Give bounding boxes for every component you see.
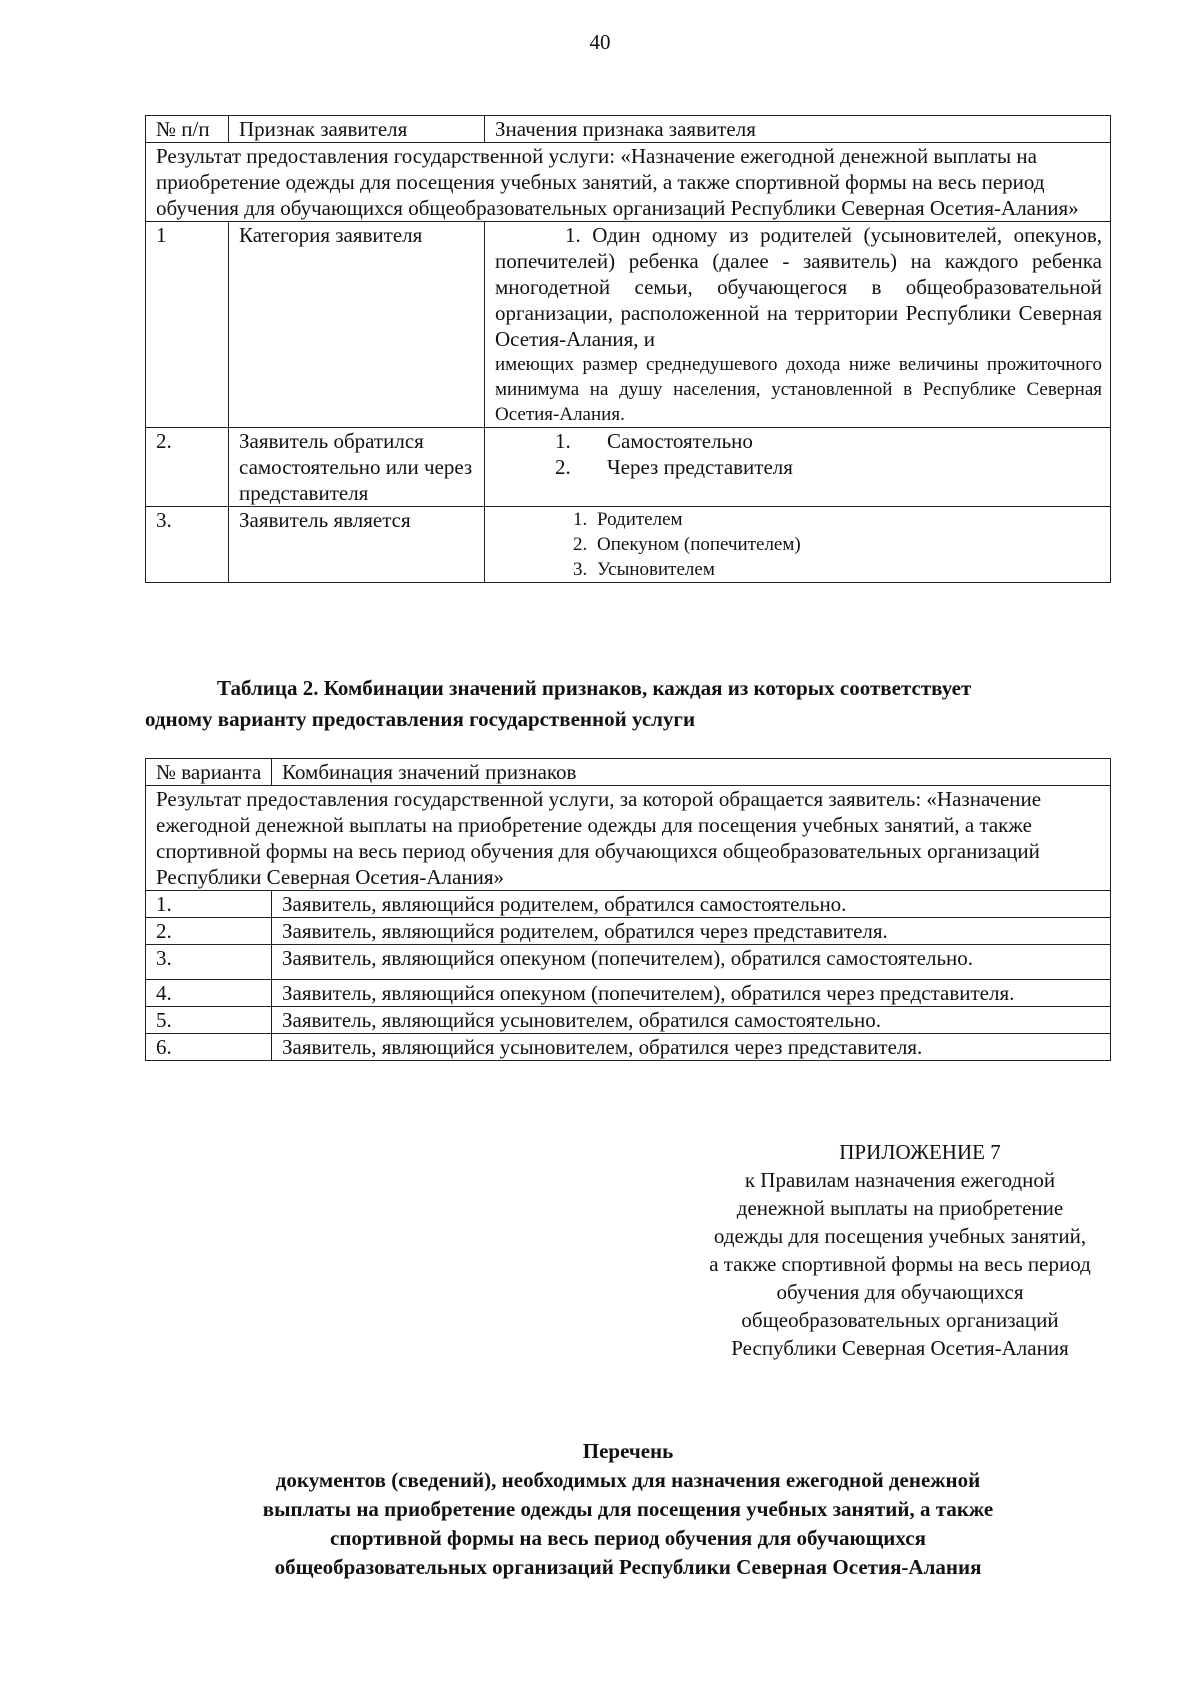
row-text: Заявитель, являющийся опекуном (попечителем), обратился самостоятельно. bbox=[272, 945, 1111, 980]
header-combination: Комбинация значений признаков bbox=[272, 759, 1111, 786]
list-item bbox=[495, 507, 1102, 532]
row-values bbox=[485, 222, 1111, 428]
appendix-line: общеобразовательных организаций bbox=[741, 1308, 1059, 1332]
list-item bbox=[495, 557, 1102, 582]
header-num: № варианта bbox=[146, 759, 272, 786]
row-num: 4. bbox=[146, 980, 272, 1007]
row-num: 1. bbox=[146, 891, 272, 918]
row-num: 2. bbox=[146, 918, 272, 945]
list-item-num: 1. bbox=[555, 429, 571, 453]
appendix-line: к Правилам назначения ежегодной bbox=[744, 1168, 1056, 1192]
result-row bbox=[146, 143, 1111, 222]
list-item-text: Усыновителем bbox=[597, 559, 715, 580]
row-num: 1 bbox=[146, 222, 229, 428]
row-feature: Заявитель является bbox=[229, 507, 485, 583]
row-values bbox=[485, 428, 1111, 507]
values-small-text: имеющих размер среднедушевого дохода ниже величины прожиточного минимума на душу населения, установленной в Республике Северная Осетия-Алания. bbox=[495, 354, 1102, 425]
appendix-line: денежной выплаты на приобретение bbox=[736, 1196, 1064, 1220]
table-row bbox=[146, 1007, 1111, 1034]
row-text: Заявитель, являющийся родителем, обратился самостоятельно. bbox=[272, 891, 1111, 918]
list-item-num: 3. bbox=[573, 559, 588, 580]
row-feature: Заявитель обратился самостоятельно или через представителя bbox=[229, 428, 485, 507]
table-header-row bbox=[146, 116, 1111, 143]
list-item-num: 1. bbox=[573, 509, 588, 530]
table-row bbox=[146, 507, 1111, 583]
row-num: 6. bbox=[146, 1034, 272, 1061]
values-main-text: 1. Один одному из родителей (усыновителей, опекунов, попечителей) ребенка (далее - заявитель) на каждого ребенка многодетной семьи, обучающегося в общеобразовательной организации, расположенной на территории Республики Северная Осетия-Алания, и bbox=[495, 223, 1102, 351]
row-values bbox=[485, 507, 1111, 583]
appendix-title: ПРИЛОЖЕНИЕ 7 bbox=[839, 1140, 1001, 1164]
list-item bbox=[495, 532, 1102, 557]
appendix-line: а также спортивной формы на весь период bbox=[709, 1252, 1091, 1276]
row-text: Заявитель, являющийся усыновителем, обратился через представителя. bbox=[272, 1034, 1111, 1061]
row-num: 2. bbox=[146, 428, 229, 507]
header-feature: Признак заявителя bbox=[229, 116, 485, 143]
list-title-line: спортивной формы на весь период обучения для обучающихся bbox=[330, 1526, 926, 1550]
list-item bbox=[495, 428, 1102, 454]
table-row bbox=[146, 1034, 1111, 1061]
list-item-text: Родителем bbox=[597, 509, 683, 530]
table2-caption bbox=[145, 673, 1111, 735]
table-header-row bbox=[146, 759, 1111, 786]
appendix-line: Республики Северная Осетия-Алания bbox=[731, 1336, 1069, 1360]
result-text: Результат предоставления государственной услуги: «Назначение ежегодной денежной выплаты на приобретение одежды для посещения учебных занятий, а также спортивной формы на весь период обучения для обучающихся общеобразовательных организаций Республики Северная Осетия-Алания» bbox=[146, 143, 1111, 222]
list-item-text: Опекуном (попечителем) bbox=[597, 534, 801, 555]
applicant-features-table bbox=[145, 115, 1111, 583]
list-item-text: Самостоятельно bbox=[607, 429, 753, 453]
list-item-num: 2. bbox=[555, 455, 571, 479]
variant-combinations-table bbox=[145, 758, 1111, 1061]
list-item-text: Через представителя bbox=[607, 455, 793, 479]
caption-line: одному варианту предоставления государственной услуги bbox=[145, 707, 696, 731]
result-row bbox=[146, 786, 1111, 891]
row-feature: Категория заявителя bbox=[229, 222, 485, 428]
row-text: Заявитель, являющийся опекуном (попечителем), обратился через представителя. bbox=[272, 980, 1111, 1007]
table-row bbox=[146, 945, 1111, 980]
list-title-line: Перечень bbox=[582, 1439, 674, 1463]
row-num: 3. bbox=[146, 945, 272, 980]
result-text: Результат предоставления государственной услуги, за которой обращается заявитель: «Назначение ежегодной денежной выплаты на приобретение одежды для посещения учебных занятий, а также спортивной формы на весь период обучения для обучающихся общеобразовательных организаций Республики Северная Осетия-Алания» bbox=[146, 786, 1111, 891]
list-title-line: документов (сведений), необходимых для назначения ежегодной денежной bbox=[275, 1468, 981, 1492]
table-row bbox=[146, 428, 1111, 507]
document-list-title bbox=[145, 1437, 1111, 1582]
header-num: № п/п bbox=[146, 116, 229, 143]
header-values: Значения признака заявителя bbox=[485, 116, 1111, 143]
list-item bbox=[495, 454, 1102, 480]
list-title-line: общеобразовательных организаций Республики Северная Осетия-Алания bbox=[274, 1555, 982, 1579]
row-text: Заявитель, являющийся родителем, обратился через представителя. bbox=[272, 918, 1111, 945]
appendix-line: обучения для обучающихся bbox=[776, 1280, 1024, 1304]
page-number: 40 bbox=[589, 30, 611, 54]
table-row bbox=[146, 891, 1111, 918]
table-row bbox=[146, 918, 1111, 945]
appendix-line: одежды для посещения учебных занятий, bbox=[713, 1224, 1087, 1248]
caption-line: Таблица 2. Комбинации значений признаков, каждая из которых соответствует bbox=[217, 676, 972, 700]
row-num: 5. bbox=[146, 1007, 272, 1034]
list-title-line: выплаты на приобретение одежды для посещения учебных занятий, а также bbox=[262, 1497, 994, 1521]
row-text: Заявитель, являющийся усыновителем, обратился самостоятельно. bbox=[272, 1007, 1111, 1034]
table-row bbox=[146, 222, 1111, 428]
appendix-block bbox=[640, 1138, 1160, 1362]
list-item-num: 2. bbox=[573, 534, 588, 555]
table-row bbox=[146, 980, 1111, 1007]
row-num: 3. bbox=[146, 507, 229, 583]
